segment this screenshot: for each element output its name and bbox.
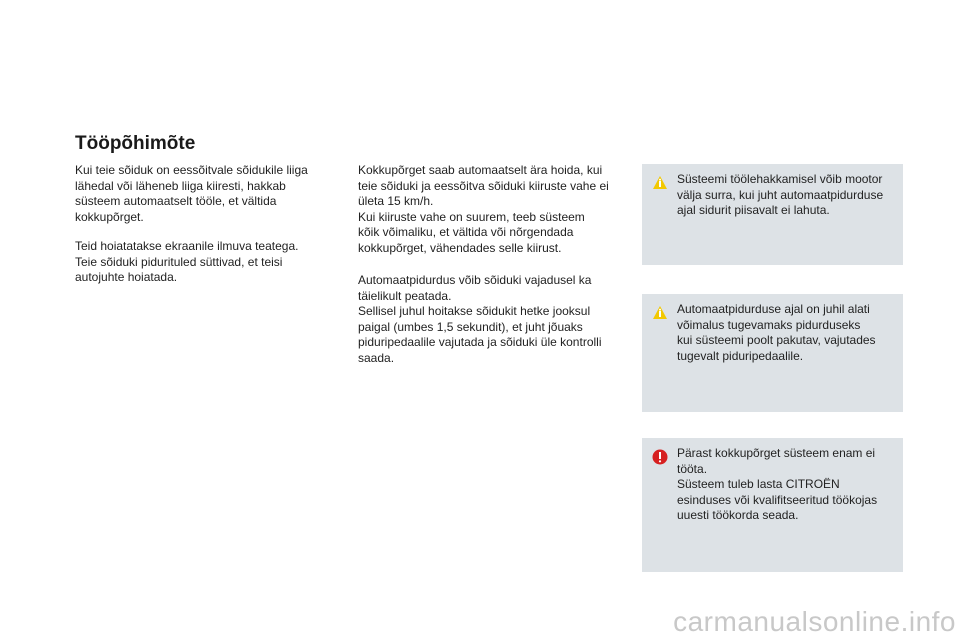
watermark: carmanualsonline.info (673, 606, 956, 637)
warning-box-text: Pärast kokkupõrget süsteem enam ei tööta. Süsteem tuleb lasta CITROËN esinduses või kvalifitseeritud töökojas uuesti töökorda seada. (677, 446, 878, 522)
info-box-braking (642, 294, 903, 412)
info-box-text: Automaatpidurduse ajal on juhil alati võimalus tugevamaks pidurduseks kui süsteemi poolt pakutav, vajutades tugevalt piduripedaalile. (677, 302, 876, 363)
page-title: Tööpõhimõte (75, 133, 196, 154)
info-box-stall (642, 164, 903, 265)
middle-paragraph-2: Automaatpidurdus võib sõiduki vajadusel ka täielikult peatada. Sellisel juhul hoitakse sõidukit hetke jooksul paigal (umbes 1,5 sekundit), et juht jõuaks piduripedaalile vajutada ja sõiduki üle kontrolli saada. (358, 273, 602, 365)
left-paragraph-2: Teid hoiatatakse ekraanile ilmuva teatega. Teie sõiduki pidurituled süttivad, et teisi autojuhte hoiatada. (75, 239, 299, 284)
info-icon (652, 175, 668, 191)
warning-icon (652, 449, 668, 465)
info-box-text: Süsteemi töölehakkamisel võib mootor välja surra, kui juht automaatpidurduse ajal sidurit piisavalt ei lahuta. (677, 172, 884, 217)
middle-paragraph-1: Kokkupõrget saab automaatselt ära hoida, kui teie sõiduki ja eessõitva sõiduki kiiruste vahe ei ületa 15 km/h. Kui kiiruste vahe on suurem, teeb süsteem kõik võimaliku, et vältida või nõrgendada kokkupõrget, vähendades selle kiirust. (358, 163, 609, 255)
warning-box-collision (642, 438, 903, 572)
left-paragraph-1: Kui teie sõiduk on eessõitvale sõidukile liiga lähedal või läheneb liiga kiiresti, hakkab süsteem automaatselt tööle, et vältida kokkupõrget. (75, 163, 308, 224)
info-icon (652, 305, 668, 321)
